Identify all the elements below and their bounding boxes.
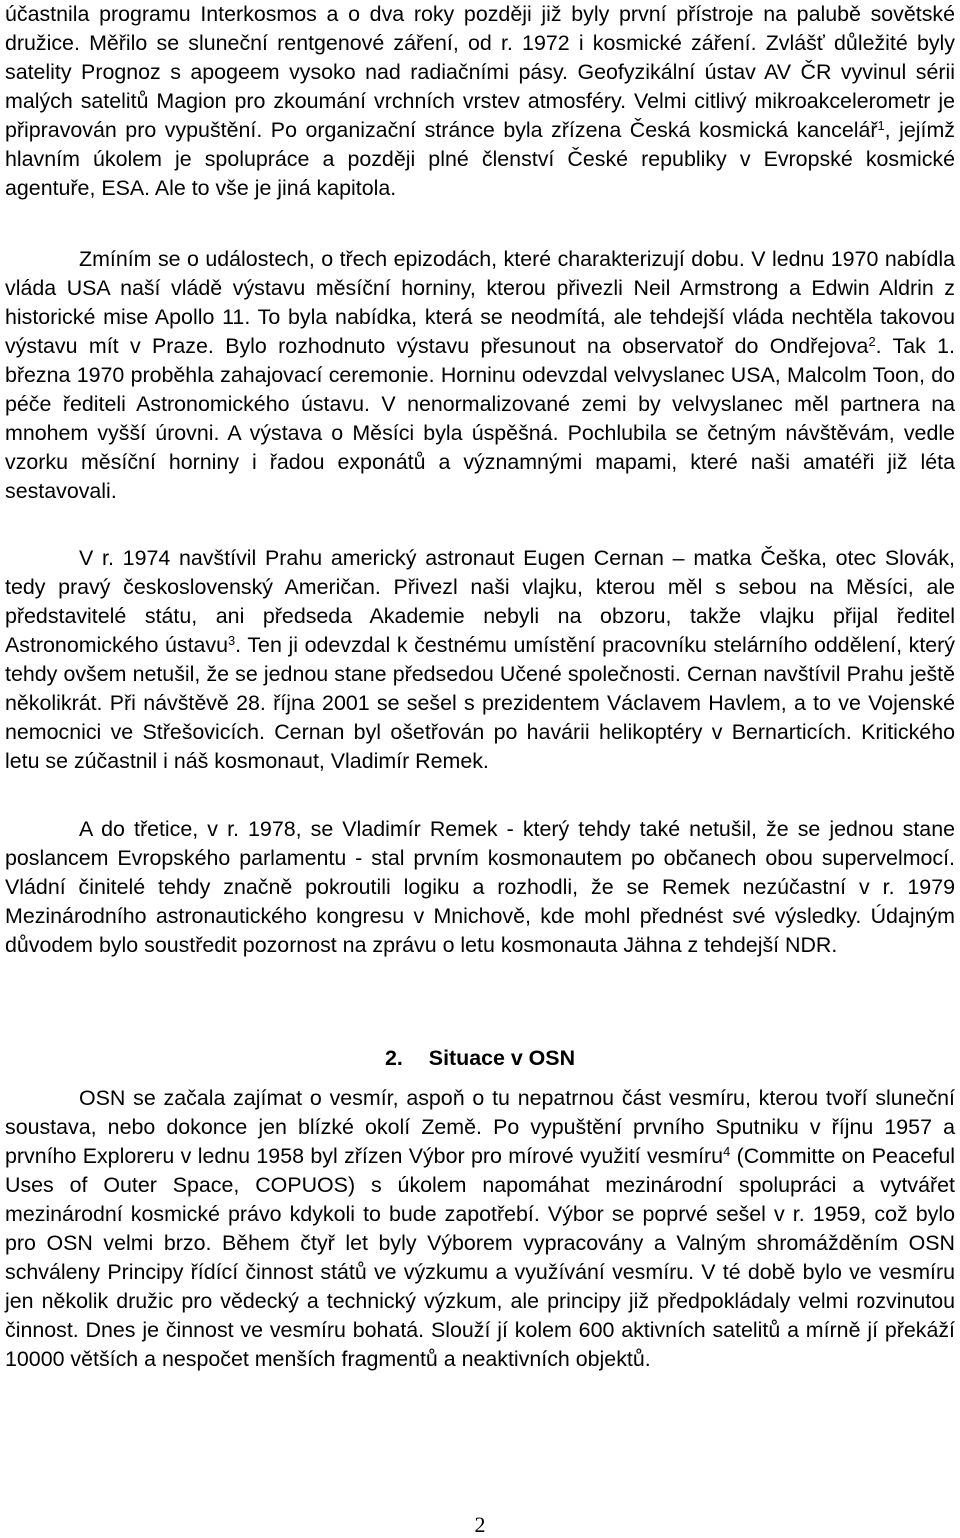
paragraph-text-continued: (Committe on Peaceful Uses of Outer Space, COPUOS) s úkolem napomáhat mezinárodní spolupráci a vytvářet mezinárodní kosmické právo kdykoli to bude zapotřebí. Výbor se poprvé sešel v r. 1959, což bylo pro OSN velmi brzo. Během čtyř let byly Výborem vypracovány a Valným shromážděním OSN schváleny Principy řídící činnost států ve výzkumu a využívání vesmíru. V té době bylo ve vesmíru jen několik družic pro vědecký a technický výzkum, ale principy již předpokládaly velmi rozvinutou činnost. Dnes je činnost ve vesmíru bohatá. Slouží jí kolem 600 aktivních satelitů a mírně jí překáží 10000 větších a nespočet menších fragmentů a neaktivních objektů. (5, 1144, 955, 1371)
paragraph-cernan-visit (5, 544, 955, 776)
paragraph-remek-flight (5, 815, 955, 960)
footnote-ref-2[interactable]: 2 (868, 333, 876, 349)
paragraph-moon-rock-exhibition (5, 245, 955, 506)
section-number: 2. (384, 1046, 403, 1070)
paragraph-text-continued: . Ten ji odevzdal k čestnému umístění pracovníku stelárního oddělení, který tehdy ovšem netušil, že se jednou stane předsedou Učené společnosti. Cernan navštívil Prahu ještě několikrát. Při návštěvě 28. října 2001 se sešel s prezidentem Václavem Havlem, a to ve Vojenské nemocnici ve Střešovicích. Cernan byl ošetřován po havárii helikoptéry v Bernarticích. Kritického letu se zúčastnil i náš kosmonaut, Vladimír Remek. (5, 633, 956, 773)
paragraph-text: účastnila programu Interkosmos a o dva roky později již byly první přístroje na palubě sovětské družice. Měřilo se sluneční rentgenové záření, od r. 1972 i kosmické záření. Zvlášť důležité byly satelity Prognoz s apogeem vysoko nad radiačními pásy. Geofyzikální ústav AV ČR vyvinul sérii malých satelitů Magion pro zkoumání vrchních vrstev atmosféry. Velmi citlivý mikroakcelerometr je připravován pro vypuštění. Po organizační stránce byla zřízena Česká kosmická kancelář (5, 2, 955, 142)
page-number: 2 (474, 1512, 486, 1537)
paragraph-text: OSN se začala zajímat o vesmír, aspoň o tu nepatrnou část vesmíru, kterou tvoří sluneční soustava, nebo dokonce jen blízké okolí Země. Po vypuštění prvního Sputniku v říjnu 1957 a prvního Exploreru v lednu 1958 byl zřízen Výbor pro mírové využití vesmíru (5, 1086, 955, 1168)
paragraph-text-continued: , jejímž hlavním úkolem je spolupráce a později plné členství České republiky v Evropské kosmické agentuře, ESA. Ale to vše je jiná kapitola. (5, 118, 955, 200)
paragraph-text-continued: . Tak 1. března 1970 proběhla zahajovací ceremonie. Horninu odevzdal velvyslanec USA, Malcolm Toon, do péče řediteli Astronomického ústavu. V nenormalizované zemi by velvyslanec měl partnera na mnohem vyšší úrovni. A výstava o Měsíci byla úspěšná. Pochlubila se četným návštěvám, vedle vzorku měsíční horniny i řadou exponátů a významnými mapami, které naši amatéři již léta sestavovali. (5, 334, 955, 503)
paragraph-text: Zmíním se o událostech, o třech epizodách, které charakterizují dobu. V lednu 1970 nabídla vláda USA naší vládě výstavu měsíční horniny, kterou přivezli Neil Armstrong a Edwin Aldrin z historické mise Apollo 11. To byla nabídka, která se neodmítá, ale tehdejší vláda nechtěla takovou výstavu mít v Praze. Bylo rozhodnuto výstavu přesunout na observatoř do Ondřejova (5, 247, 955, 358)
footnote-ref-3[interactable]: 3 (228, 632, 236, 648)
paragraph-interkosmos (5, 0, 955, 203)
paragraph-un-situation (5, 1084, 955, 1374)
paragraph-text: V r. 1974 navštívil Prahu americký astronaut Eugen Cernan – matka Češka, otec Slovák, tedy pravý československý Američan. Přivezl naši vlajku, kterou měl s sebou na Měsíci, ale představitelé státu, ani předseda Akademie nebyli na obzoru, takže vlajku přijal ředitel Astronomického ústavu (5, 546, 955, 657)
paragraph-text: A do třetice, v r. 1978, se Vladimír Remek - který tehdy také netušil, že se jednou stane poslancem Evropského parlamentu - stal prvním kosmonautem po občanech obou supervelmocí. Vládní činitelé tehdy značně pokroutili logiku a rozhodli, že se Remek nezúčastní v r. 1979 Mezinárodního astronautického kongresu v Mnichově, kde mohl přednést své výsledky. Údajným důvodem bylo soustředit pozornost na zprávu o letu kosmonauta Jähna z tehdejší NDR. (5, 817, 955, 957)
section-title: Situace v OSN (428, 1046, 576, 1070)
section-heading (0, 1042, 960, 1074)
footnote-ref-4[interactable]: 4 (723, 1143, 731, 1159)
footnote-ref-1[interactable]: 1 (877, 117, 885, 133)
